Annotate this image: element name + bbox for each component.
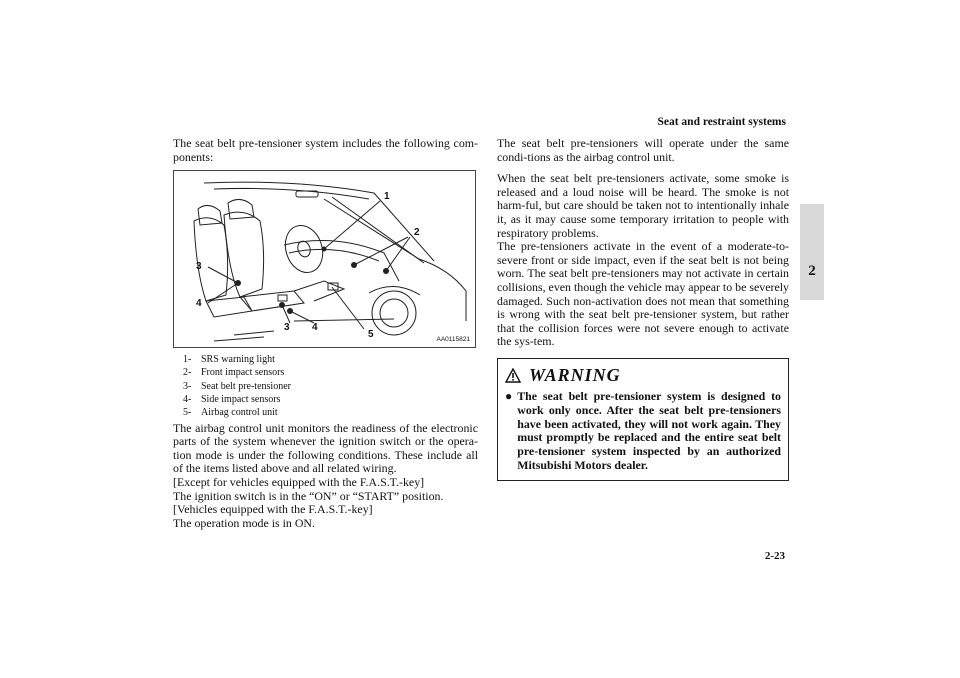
condition-line: [Vehicles equipped with the F.A.S.T.-key] [173,502,373,517]
callout-4-left: 4 [196,298,202,310]
warning-title: WARNING [529,364,621,385]
legend-item: 5- Airbag control unit [183,407,278,419]
chapter-number: 2 [808,263,816,279]
right-column [497,137,789,481]
warning-header [505,365,781,386]
warning-box [497,358,789,481]
legend-item: 1- SRS warning light [183,354,275,366]
left-column [173,137,478,530]
activation-paragraph: The pre-tensioners activate in the event of a moderate-to-severe front or side impact, even if the seat belt is not being worn. The seat belt pre-tensioners may not activate in certain collisions, even though the vehicle may appear to be severely damaged. Such non-activation does not mean that something is wrong with the seat belt pre-tensioner system, but rather that the collision forces were not severe enough to activate the sys-tem. [497,239,789,349]
callout-1: 1 [384,191,390,203]
page-number: 2-23 [764,550,785,562]
callout-3-left: 3 [196,261,202,273]
running-header: Seat and restraint systems [657,116,786,128]
legend-item: 3- Seat belt pre-tensioner [183,380,291,392]
intro-paragraph: The seat belt pre-tensioner system includes the following com-ponents: [173,136,478,164]
warning-item [505,390,781,473]
callout-2: 2 [414,227,420,239]
operation-paragraph: The seat belt pre-tensioners will operate under the same condi-tions as the airbag control unit. [497,136,789,164]
figure-legend [183,353,478,419]
figure-code: AA0115821 [436,336,470,344]
condition-line: The ignition switch is in the “ON” or “START” position. [173,488,444,503]
callout-5: 5 [368,329,374,341]
warning-triangle-icon [505,368,521,383]
legend-item: 4- Side impact sensors [183,394,281,406]
chapter-tab [800,204,824,300]
condition-line: [Except for vehicles equipped with the F.A.S.T.-key] [173,475,425,490]
warning-text: The seat belt pre-tensioner system is designed to work only once. After the seat belt pre-tensioners have been activated, they will not work again. They must promptly be replaced and the entire seat belt pre-tensioner system inspected by an authorized Mitsubishi Motors dealer. [517,388,781,472]
condition-line: The operation mode is in ON. [173,515,315,530]
car-interior-illustration [174,171,475,347]
callout-4-bottom: 4 [312,322,318,334]
bullet-icon: ● [505,388,513,403]
pretensioner-figure [173,170,476,348]
monitoring-text [173,422,478,531]
monitoring-paragraph: The airbag control unit monitors the readiness of the electronic parts of the system whenever the ignition switch or the opera-tion mode is under the following conditions. These include all of the items listed above and all related wiring. [173,420,478,476]
legend-item: 2- Front impact sensors [183,367,285,379]
callout-3-bottom: 3 [284,322,290,334]
smoke-paragraph: When the seat belt pre-tensioners activate, some smoke is released and a loud noise will be heard. The smoke is not harm-ful, but care should be taken not to intentionally inhale it, as it may cause some temporary irritation to people with respiratory problems. [497,171,789,240]
